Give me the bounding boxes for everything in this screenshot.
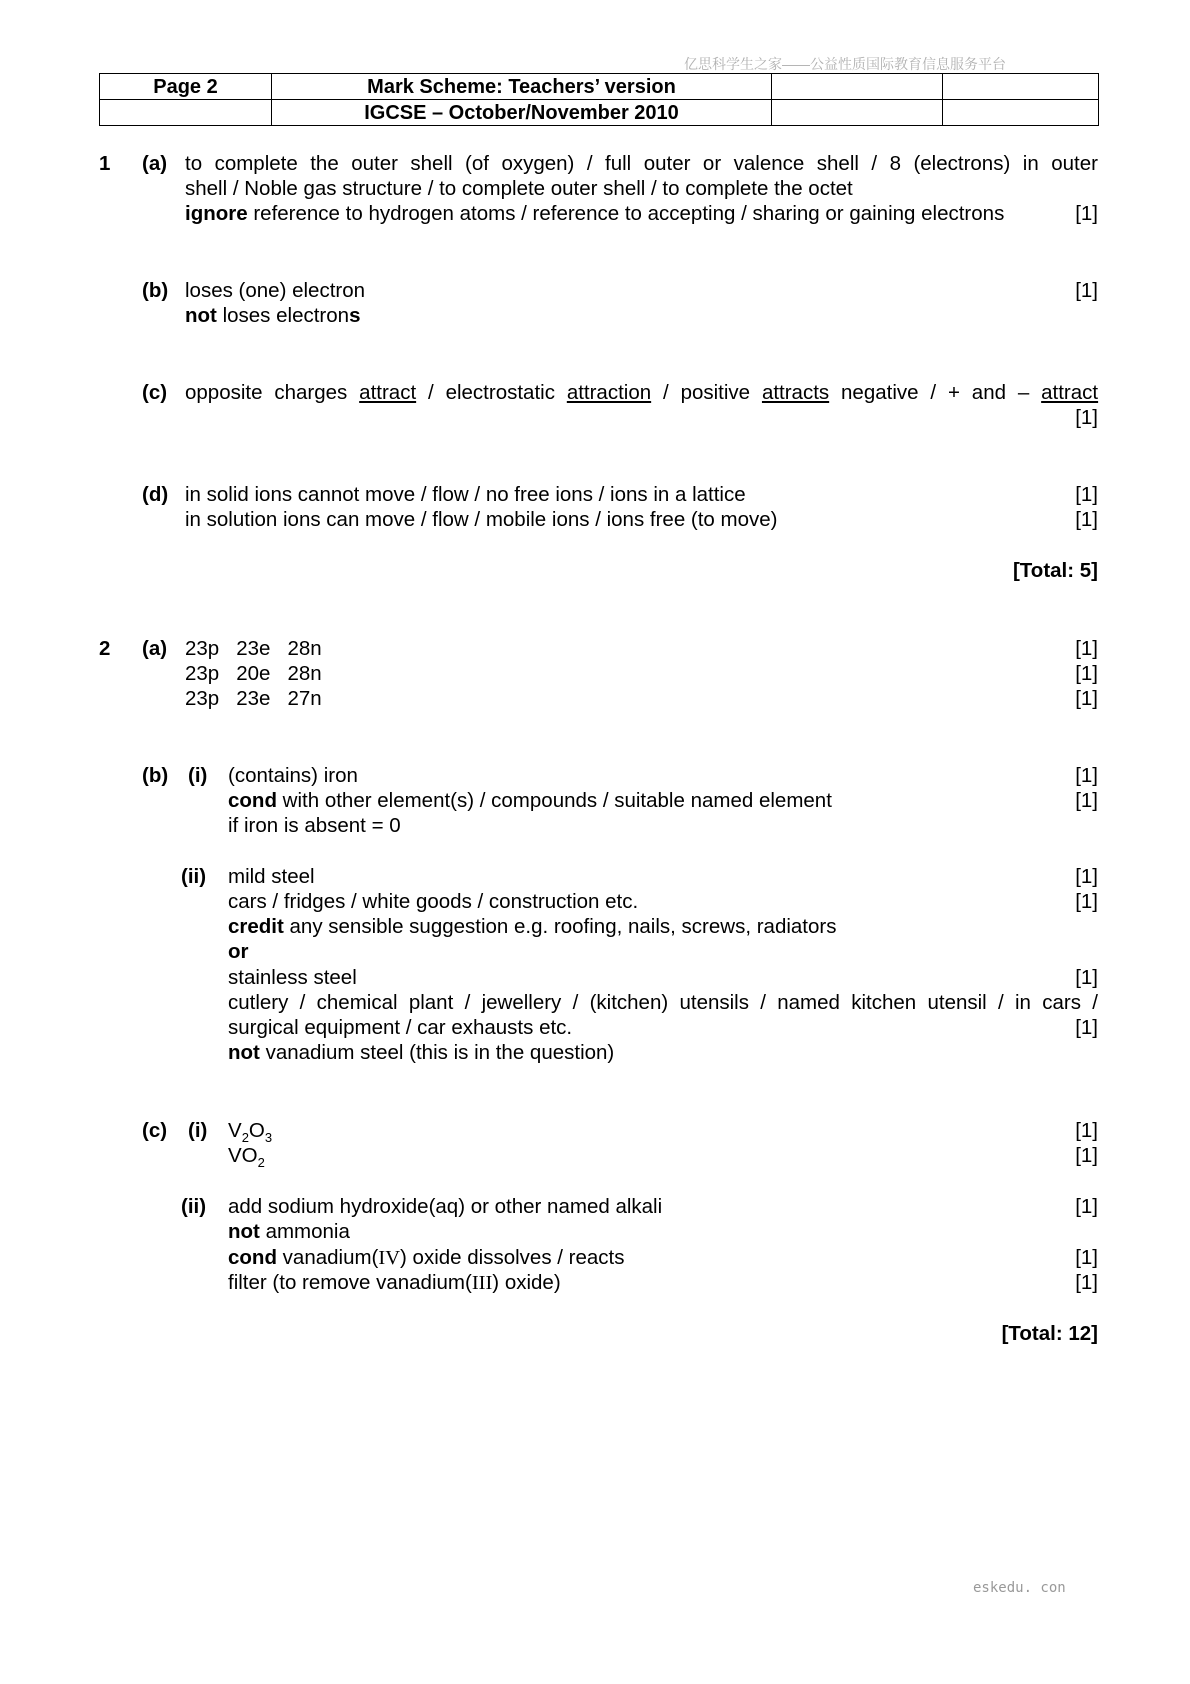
q2cii-line1: add sodium hydroxide(aq) or other named alkali <box>228 1195 663 1218</box>
q2bii-line6: cutlery / chemical plant / jewellery / (kitchen) utensils / named kitchen utensil / in cars / <box>228 991 1098 1014</box>
header-table <box>99 73 1099 126</box>
header-empty-cell <box>943 74 1099 100</box>
q2ci-formula-2: $VO_2$ <box>228 1144 265 1171</box>
q2bii-line3: credit any sensible suggestion e.g. roofing, nails, screws, radiators <box>228 915 837 938</box>
header-empty-cell <box>943 100 1099 126</box>
question-2-number: 2 <box>99 637 111 660</box>
q2cii-mark: [1] <box>1075 1271 1098 1294</box>
q2bii-or: or <box>228 940 249 963</box>
q2cii-label: (ii) <box>181 1195 207 1218</box>
q2ci-mark: [1] <box>1075 1119 1098 1142</box>
q2a-row: 23p 23e 27n <box>185 687 322 710</box>
watermark-text: 亿思科学生之家——公益性质国际教育信息服务平台 <box>684 56 1006 72</box>
q1a-line2: shell / Noble gas structure / to complete outer shell / to complete the octet <box>185 177 853 200</box>
q1a-label: (a) <box>142 152 168 175</box>
q2cii-mark: [1] <box>1075 1195 1098 1218</box>
header-empty-cell <box>772 100 943 126</box>
header-empty-cell <box>772 74 943 100</box>
q1c-mark: [1] <box>1075 406 1098 429</box>
q1d-label: (d) <box>142 483 169 506</box>
question-1-number: 1 <box>99 152 111 175</box>
q2bi-line2: cond with other element(s) / compounds / suitable named element <box>228 789 832 812</box>
q2a-row: 23p 23e 28n <box>185 637 322 660</box>
q2a-mark: [1] <box>1075 687 1098 710</box>
q1-total: [Total: 5] <box>1012 559 1098 582</box>
q2ci-mark: [1] <box>1075 1144 1098 1167</box>
q2a-row: 23p 20e 28n <box>185 662 322 685</box>
q2ci-formula-1: $V_2O_3$ <box>228 1119 273 1146</box>
q2c-label: (c) <box>142 1119 168 1142</box>
q2bi-label: (i) <box>188 764 208 787</box>
q2bii-line5: stainless steel <box>228 966 357 989</box>
q1b-line1: loses (one) electron <box>185 279 366 302</box>
q2bii-label: (ii) <box>181 865 207 888</box>
header-exam: IGCSE – October/November 2010 <box>272 100 772 126</box>
q1a-line1: to complete the outer shell (of oxygen) / full outer or valence shell / 8 (electrons) in outer <box>185 152 1098 175</box>
q2b-label: (b) <box>142 764 169 787</box>
q2bii-line1: mild steel <box>228 865 315 888</box>
q2bi-mark: [1] <box>1075 789 1098 812</box>
q1b-mark: [1] <box>1075 279 1098 302</box>
q2bi-line3: if iron is absent = 0 <box>228 814 401 837</box>
q2a-mark: [1] <box>1075 662 1098 685</box>
q1d-mark: [1] <box>1075 483 1098 506</box>
q2cii-mark: [1] <box>1075 1246 1098 1269</box>
q2bii-mark: [1] <box>1075 865 1098 888</box>
q2bii-mark: [1] <box>1075 890 1098 913</box>
q1d-mark: [1] <box>1075 508 1098 531</box>
q2bii-mark: [1] <box>1075 1016 1098 1039</box>
q2bi-line1: (contains) iron <box>228 764 358 787</box>
q2cii-line3: cond vanadium(IV) oxide dissolves / reacts <box>228 1246 625 1269</box>
header-empty-cell <box>100 100 272 126</box>
q2bii-line7: surgical equipment / car exhausts etc. <box>228 1016 573 1039</box>
q2ci-label: (i) <box>188 1119 208 1142</box>
q2bii-line8: not vanadium steel (this is in the question) <box>228 1041 615 1064</box>
q1b-label: (b) <box>142 279 169 302</box>
q2-total: [Total: 12] <box>1001 1322 1098 1345</box>
header-page: Page 2 <box>100 74 272 100</box>
q2cii-line4: filter (to remove vanadium(III) oxide) <box>228 1271 561 1294</box>
q1a-mark: [1] <box>1075 202 1098 225</box>
q1c-label: (c) <box>142 381 168 404</box>
q2bi-mark: [1] <box>1075 764 1098 787</box>
q2bii-line2: cars / fridges / white goods / construction etc. <box>228 890 639 913</box>
q1b-line2: not loses electrons <box>185 304 361 327</box>
q1c-line1: opposite charges attract / electrostatic attraction / positive attracts negative / + and – attract <box>185 381 1099 404</box>
q1d-line1: in solid ions cannot move / flow / no free ions / ions in a lattice <box>185 483 746 506</box>
q2a-mark: [1] <box>1075 637 1098 660</box>
q2a-label: (a) <box>142 637 168 660</box>
q1a-line3: ignore reference to hydrogen atoms / reference to accepting / sharing or gaining electrons <box>185 202 1005 225</box>
q2cii-line2: not ammonia <box>228 1220 350 1243</box>
q1d-line2: in solution ions can move / flow / mobile ions / ions free (to move) <box>185 508 778 531</box>
footer-url: eskedu. con <box>973 1580 1066 1596</box>
header-title: Mark Scheme: Teachers’ version <box>272 74 772 100</box>
q2bii-mark: [1] <box>1075 966 1098 989</box>
